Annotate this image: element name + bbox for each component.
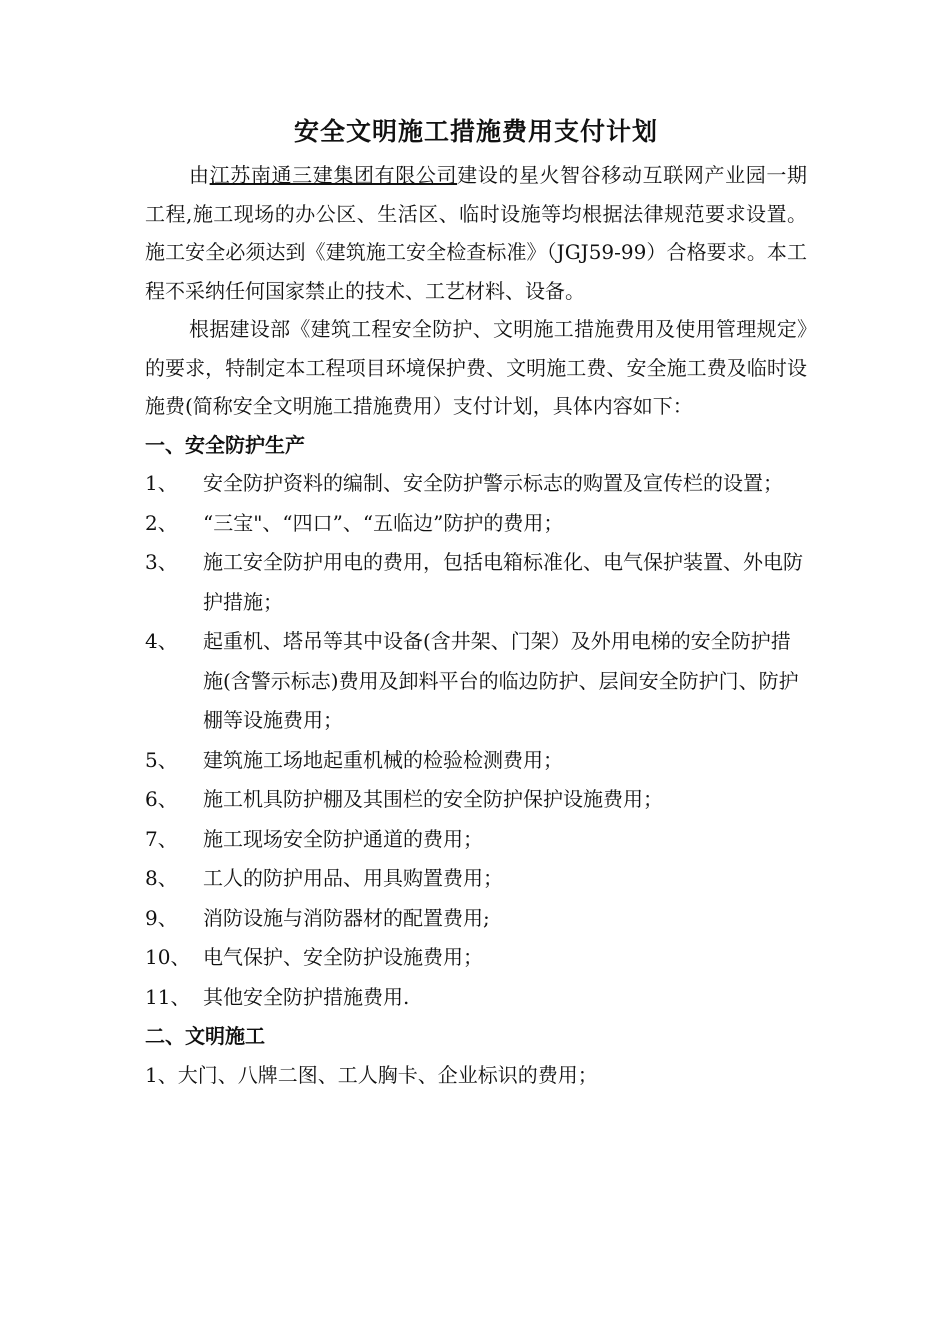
civilized-item-line: 1、大门、八牌二图、工人胸卡、企业标识的费用； — [145, 1062, 598, 1087]
company-name: 江苏南通三建集团有限公司 — [209, 163, 458, 187]
section-heading-civilized: 二、文明施工 — [145, 1024, 265, 1048]
list-item-text: 起重机、塔吊等其中设备(含井架、门架）及外用电梯的安全防护措施(含警示标志)费用及卸料平台的临边防护、层间安全防护门、防护棚等设施费用； — [203, 629, 799, 732]
list-item-text: “三宝"、“四口”、“五临边”防护的费用； — [203, 510, 564, 535]
list-item-text: 电气保护、安全防护设施费用； — [203, 945, 483, 969]
intro-body: 建设的星火智谷移动互联网产业园一期工程,施工现场的办公区、生活区、临时设施等均根据法律规范要求设置。施工安全必须达到《建筑施工安全检查标准》（JGJ59-99）合格要求。本工程不采纳任何国家禁止的技术、工艺材料、设备。 — [145, 163, 808, 303]
list-item — [145, 978, 807, 1018]
list-item — [145, 780, 807, 820]
list-item-text: 工人的防护用品、用具购置费用； — [203, 866, 503, 890]
list-item-number: 7、 — [145, 826, 178, 851]
section-heading-safety: 一、安全防护生产 — [145, 432, 305, 457]
document-title: 安全文明施工措施费用支付计划 — [293, 117, 658, 146]
list-item — [145, 938, 807, 978]
list-item — [145, 899, 807, 939]
list-item — [145, 820, 807, 860]
list-item-text: 施工安全防护用电的费用，包括电箱标准化、电气保护装置、外电防护措施； — [203, 550, 803, 614]
list-item-text: 消防设施与消防器材的配置费用; — [203, 905, 490, 930]
list-item-number: 11、 — [145, 984, 191, 1009]
intro-prefix: 由 — [189, 163, 210, 187]
list-item-number: 4、 — [145, 629, 178, 653]
safety-item-list — [145, 464, 807, 1017]
list-item — [145, 543, 807, 622]
list-item-number: 2、 — [145, 510, 178, 535]
list-item-number: 1、 — [145, 471, 178, 495]
list-item-number: 9、 — [145, 905, 178, 930]
intro-paragraph — [145, 156, 807, 310]
document-page — [145, 112, 807, 1094]
list-item — [145, 622, 807, 741]
list-item — [145, 859, 807, 899]
list-item-number: 3、 — [145, 550, 178, 574]
list-item-number: 10、 — [145, 945, 191, 969]
list-item-text: 施工机具防护棚及其围栏的安全防护保护设施费用； — [203, 787, 663, 811]
list-item-number: 5、 — [145, 747, 178, 772]
list-item — [145, 504, 807, 544]
list-item-text: 施工现场安全防护通道的费用； — [203, 826, 483, 851]
list-item — [145, 741, 807, 781]
list-item-text: 其他安全防护措施费用. — [203, 984, 410, 1009]
list-item-text: 建筑施工场地起重机械的检验检测费用； — [203, 747, 563, 772]
list-item-number: 8、 — [145, 866, 178, 890]
list-item-number: 6、 — [145, 787, 178, 811]
list-item-text: 安全防护资料的编制、安全防护警示标志的购置及宣传栏的设置； — [203, 471, 783, 495]
basis-paragraph: 根据建设部《建筑工程安全防护、文明施工措施费用及使用管理规定》的要求，特制定本工程项目环境保护费、文明施工费、安全施工费及临时设施费(简称安全文明施工措施费用）支付计划，具体内容如下： — [145, 317, 807, 418]
list-item — [145, 464, 807, 504]
